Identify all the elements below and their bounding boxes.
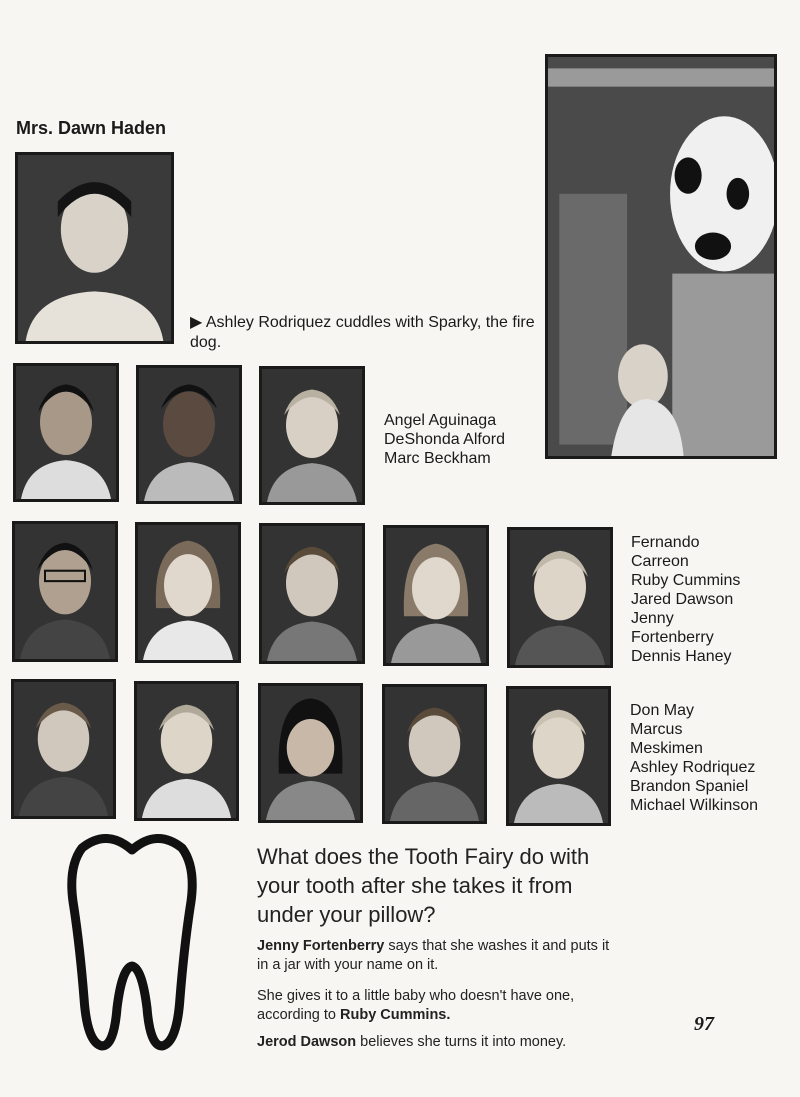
- sparky-photo: [545, 54, 777, 459]
- student-name: Carreon: [631, 553, 689, 570]
- student-photo: [383, 525, 489, 666]
- answer-name: Jerod Dawson: [257, 1034, 357, 1050]
- answer-text: She gives it to a little baby who doesn't have one, according to: [257, 988, 575, 1023]
- student-name: Fortenberry: [631, 629, 714, 646]
- answer-2: [257, 987, 617, 1025]
- student-photo: [382, 684, 487, 824]
- student-name: Don May: [630, 702, 695, 719]
- answer-name: Jenny Fortenberry: [257, 938, 385, 954]
- student-name: Dennis Haney: [631, 648, 732, 665]
- student-photo: [135, 522, 241, 663]
- caption-text: Ashley Rodriquez cuddles with Sparky, the fire dog.: [190, 314, 535, 351]
- answer-text: says that she washes it and puts it in a jar with your name on it.: [257, 938, 610, 973]
- student-photo: [259, 523, 365, 664]
- page-number: 97: [694, 1013, 714, 1035]
- student-name: Angel Aguinaga: [384, 412, 497, 429]
- student-name: Meskimen: [630, 740, 703, 757]
- student-name: Ruby Cummins: [631, 572, 741, 589]
- student-name: Marcus: [630, 721, 683, 738]
- student-name: Brandon Spaniel: [630, 778, 749, 795]
- row-2-names: [631, 533, 740, 666]
- student-photo: [134, 681, 239, 821]
- student-name: DeShonda Alford: [384, 431, 505, 448]
- row-1-names: [384, 411, 505, 468]
- answer-3: [257, 1033, 617, 1052]
- student-photo: [258, 683, 363, 823]
- student-photo: [12, 521, 118, 662]
- answer-name: Ruby Cummins.: [340, 1007, 451, 1023]
- student-photo: [136, 365, 242, 504]
- student-name: Marc Beckham: [384, 450, 491, 467]
- student-name: Michael Wilkinson: [630, 797, 759, 814]
- photo-caption: [190, 313, 540, 353]
- student-photo: [13, 363, 119, 502]
- student-name: Jared Dawson: [631, 591, 734, 608]
- answer-1: [257, 937, 617, 975]
- student-photo: [11, 679, 116, 819]
- student-name: Fernando: [631, 534, 700, 551]
- student-name: Ashley Rodriquez: [630, 759, 756, 776]
- teacher-photo: [15, 152, 174, 344]
- student-photo: [507, 527, 613, 668]
- student-photo: [506, 686, 611, 826]
- feature-question: What does the Tooth Fairy do with your tooth after she takes it from under your pillow?: [257, 844, 590, 927]
- answer-text: believes she turns it into money.: [356, 1034, 567, 1050]
- teacher-name: Mrs. Dawn Haden: [16, 118, 167, 138]
- row-3-names: [630, 701, 758, 815]
- tooth-icon: [62, 828, 202, 1053]
- student-photo: [259, 366, 365, 505]
- student-name: Jenny: [631, 610, 674, 627]
- caption-arrow-icon: ▶: [190, 314, 203, 331]
